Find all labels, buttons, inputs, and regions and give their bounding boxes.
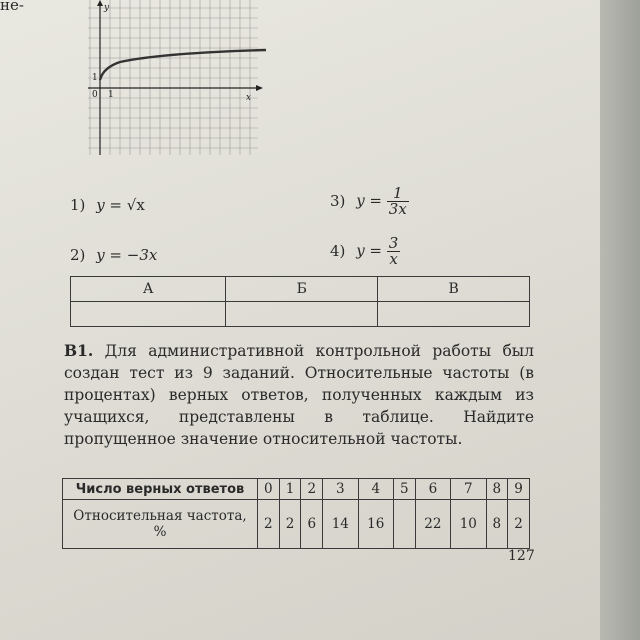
page-number: 127 — [508, 548, 535, 564]
answer-header-b: Б — [226, 277, 378, 302]
value-cell: 22 — [415, 500, 450, 549]
col-3: 3 — [323, 479, 358, 500]
problem-b1 — [64, 340, 534, 450]
y-axis-arrow — [97, 0, 103, 6]
x-axis-arrow — [256, 85, 263, 91]
value-cell: 16 — [358, 500, 393, 549]
value-cell: 6 — [301, 500, 323, 549]
answer-cell-v[interactable] — [378, 302, 530, 327]
value-cell: 8 — [486, 500, 508, 549]
col-4: 4 — [358, 479, 393, 500]
value-cell: 2 — [508, 500, 530, 549]
col-6: 6 — [415, 479, 450, 500]
option-4: 4) y = $\frac{3}{x}$ — [330, 234, 399, 268]
col-7: 7 — [451, 479, 486, 500]
value-cell: 2 — [279, 500, 301, 549]
col-9: 9 — [508, 479, 530, 500]
x-tick-one: 1 — [108, 90, 114, 100]
origin-label: 0 — [92, 90, 98, 100]
graph-grid — [88, 0, 258, 155]
fraction: $\frac{3}{x}$ — [388, 234, 399, 268]
answer-cell-b[interactable] — [226, 302, 378, 327]
y-axis-label: y — [104, 3, 110, 13]
row-label-answers: Число верных ответов — [63, 479, 258, 500]
function-graph — [88, 0, 268, 160]
value-cell: 10 — [451, 500, 486, 549]
option-2: 2) y = −3x — [70, 246, 158, 264]
answer-table — [70, 276, 530, 327]
value-cell: 14 — [323, 500, 358, 549]
answer-cell-a[interactable] — [71, 302, 226, 327]
col-2: 2 — [301, 479, 323, 500]
option-3: 3) y = $\frac{1}{3x}$ — [330, 184, 407, 218]
y-tick-one: 1 — [92, 73, 98, 83]
answer-header-a: А — [71, 277, 226, 302]
corner-text: не- — [0, 0, 24, 14]
problem-text: Для административной контрольной работы был создан тест из 9 заданий. Относительные частоты (в процентах) верных ответов, полученных каждым из учащихся, представлены в таблице. Найдите пропущенное значение относительной частоты. — [64, 342, 534, 448]
missing-value-cell — [393, 500, 415, 549]
row-label-frequency: Относительная частота, % — [63, 500, 258, 549]
option-1: 1) y = √x — [70, 196, 145, 214]
value-cell: 2 — [258, 500, 280, 549]
sqrt-expression: √x — [126, 196, 145, 214]
problem-number: B1. — [64, 341, 94, 360]
col-8: 8 — [486, 479, 508, 500]
fraction: $\frac{1}{3x}$ — [388, 184, 407, 218]
col-5: 5 — [393, 479, 415, 500]
frequency-table — [62, 478, 530, 549]
answer-header-v: В — [378, 277, 530, 302]
curve — [100, 50, 266, 80]
col-0: 0 — [258, 479, 280, 500]
x-axis-label: x — [246, 93, 252, 103]
col-1: 1 — [279, 479, 301, 500]
